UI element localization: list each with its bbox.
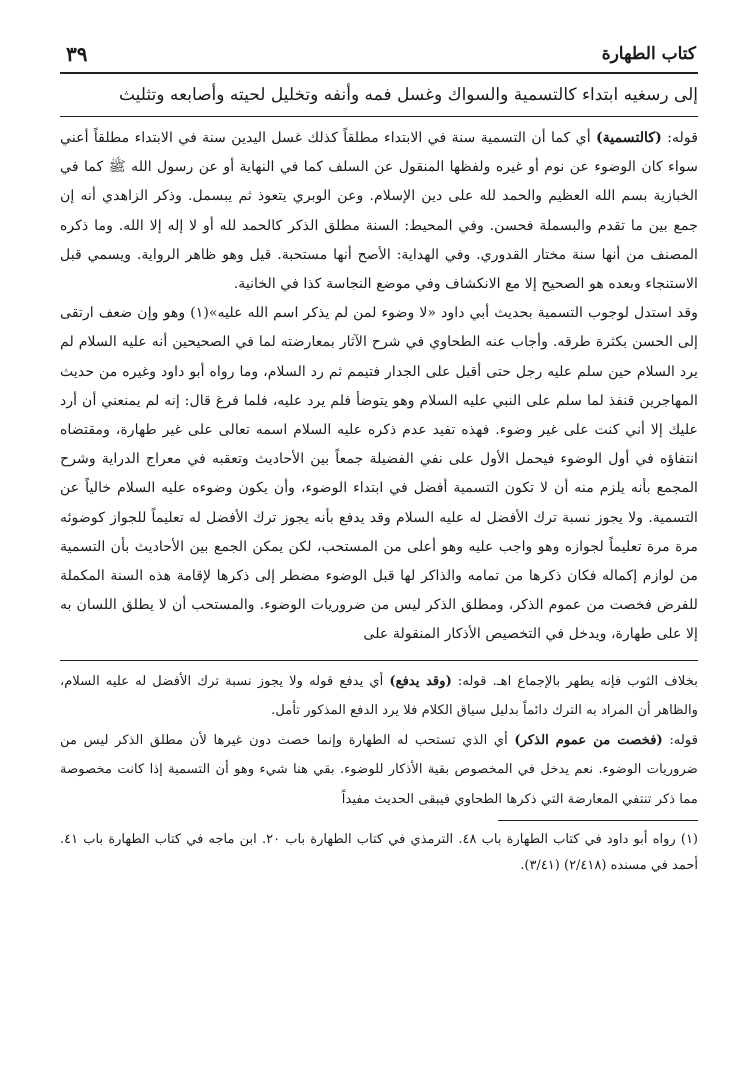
quoted-term: (وقد يدفع) <box>389 673 452 689</box>
commentary-text: أي كما أن التسمية سنة في الابتداء مطلقاً كذلك غسل اليدين سنة في الابتداء مطلقاً أعني سواء كان الوضوء عن نوم أو غيره ولفظها المنقول عن السلف كما في النهاية أو عن رسول الله ﷺ كما في الخبازية بسم الله العظيم والحمد لله على دين الإسلام. وعن الوبري يتعوذ ثم يبسمل. وذكر الزاهدي أنه إن جمع بين ما تقدم والبسملة فحسن. وفي المحيط: السنة مطلق الذكر كالحمد لله أو لا إله إلا الله. وما ذكره المصنف من أنها سنة مختار القدوري. وفي الهداية: الأصح أنها مستحبة. قيل وهو ظاهر الرواية. ويسمي قبل الاستنجاء وبعده هو الصحيح إلا مع الانكشاف وفي موضع النجاسة كذا في الخانية. <box>60 130 698 293</box>
footnote-text: (١) رواه أبو داود في كتاب الطهارة باب ٤٨. الترمذي في كتاب الطهارة باب ٢٠. ابن ماجه في كتاب الطهارة باب ٤١. أحمد في مسنده (٢/٤١٨) (٣/٤١). <box>60 832 698 874</box>
footnote <box>60 827 698 879</box>
running-title: كتاب الطهارة <box>601 44 696 64</box>
gloss-paragraph-1 <box>60 667 698 726</box>
quoted-term: (كالتسمية) <box>595 130 662 146</box>
commentary-paragraph-2: وقد استدل لوجوب التسمية بحديث أبي داود «لا وضوء لمن لم يذكر اسم الله عليه»(١) وهو وإن ضعف ارتقى إلى الحسن بكثرة طرقه. وأجاب عنه الطحاوي في شرح الآثار بمعارضته لما في الصحيحين أنه عليه السلام لم يرد السلام حين سلم عليه رجل حتى أقبل على الجدار فتيمم ثم رد السلام، وما رواه أبو داود وغيره من حديث المهاجرين قنفذ لما سلم على النبي عليه السلام وهو يتوضأ فلم يرد عليه، فلما فرغ قال: إنه لم يمنعني أن أرد عليك إلا أني كنت على غير وضوء. فهذه تفيد عدم ذكره عليه السلام اسمه تعالى على غير طهارة، ومقتضاه انتفاؤه في أول الوضوء فيحمل الأول على نفي الفضيلة جمعاً بين الأحاديث وتعقبه في معراج الدراية وشرح المجمع بأنه يلزم منه أن لا تكون التسمية أفضل في ابتداء الوضوء، وأن يكون وضوءه عليه السلام خالياً عن التسمية. ولا يجوز نسبة ترك الأفضل له عليه السلام وقد يدفع بأنه يجوز ترك الأفضل له تعليماً للجواز كوضوئه مرة مرة تعليماً لجوازه وهو واجب عليه وهو أعلى من المستحب، لكن يمكن الجمع بين الأحاديث بأن التسمية من لوازم إكماله فكان ذكرها من تمامه والذاكر لها قبل الوضوء مضطر إلى ذكرها لإقامة هذه السنة المكملة للفرض فخصت من عموم الذكر، ومطلق الذكر ليس من ضروريات الوضوء. والمستحب أن لا يطلق اللسان به إلا على طهارة، ويدخل في التخصيص الأذكار المنقولة على <box>60 305 698 643</box>
gloss-text: بخلاف الثوب فإنه يطهر بالإجماع اهـ. قوله: <box>451 673 698 689</box>
commentary <box>60 124 698 650</box>
gloss-text: أي يدفع قوله ولا يجوز نسبة ترك الأفضل له عليه السلام، والظاهر أن المراد به الترك دائماً بدليل سياق الكلام فلا يرد الدفع المذكور تأمل. <box>60 673 698 719</box>
gloss-paragraph-2 <box>60 726 698 815</box>
commentary-paragraph-1 <box>60 124 698 299</box>
main-text <box>60 84 698 117</box>
hashiya-divider <box>60 660 698 661</box>
commentary-intro: قوله: <box>661 130 698 146</box>
page-header <box>60 38 698 74</box>
book-page <box>60 38 698 1068</box>
main-text-line: إلى رسغيه ابتداء كالتسمية والسواك وغسل فمه وأنفه وتخليل لحيته وأصابعه وتثليث <box>118 85 698 105</box>
page-number: ٣٩ <box>66 42 88 66</box>
marginal-gloss <box>60 667 698 815</box>
footnote-divider <box>498 820 698 821</box>
gloss-text: أي الذي تستحب له الطهارة وإنما خصت دون غيرها لأن مطلق الذكر ليس من ضروريات الوضوء. نعم يدخل في المخصوص بقية الأذكار للوضوء. بقي هنا شيء وهو أن التسمية إذا كانت مخصوصة مما ذكر تنتفي المعارضة التي ذكرها الطحاوي فيبقى الحديث مفيداً <box>60 732 698 807</box>
gloss-text: قوله: <box>662 732 698 748</box>
quoted-term: (فخصت من عموم الذكر) <box>514 732 663 748</box>
